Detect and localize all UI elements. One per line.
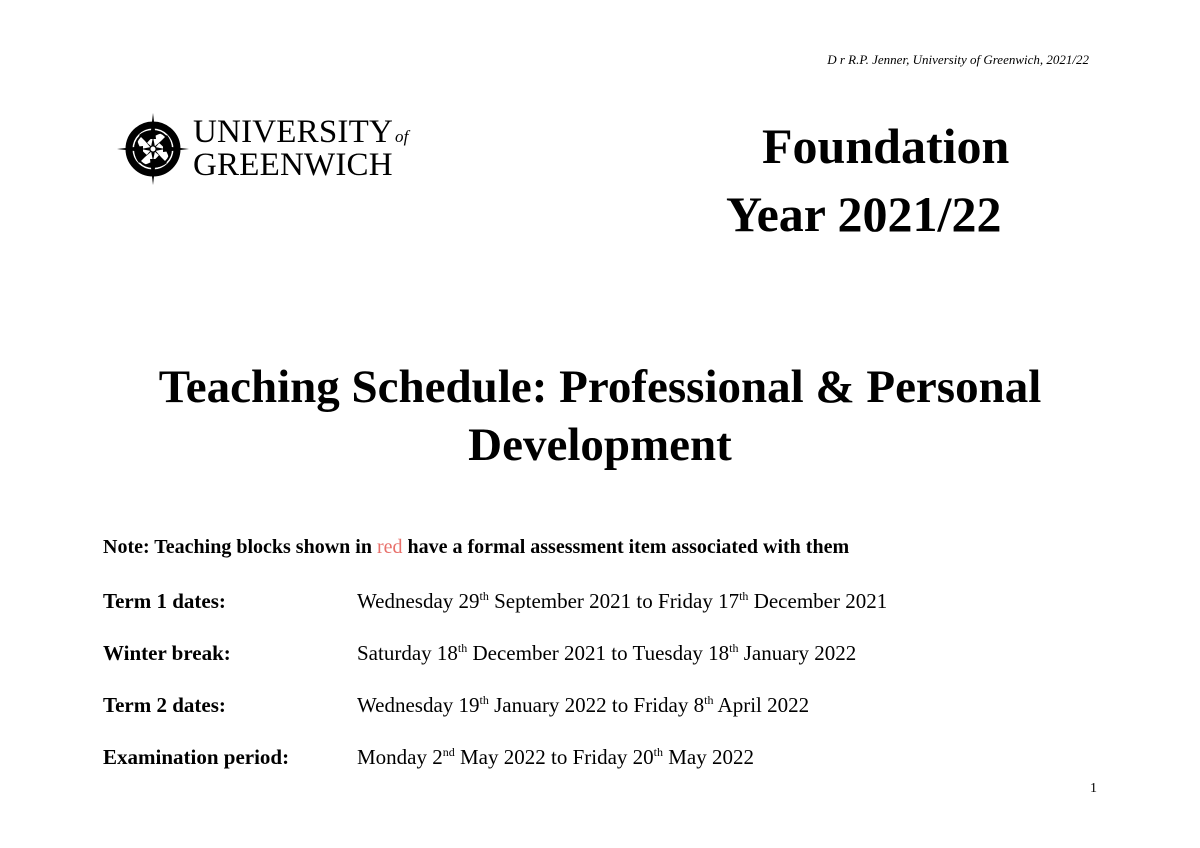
date-label: Examination period: xyxy=(103,745,290,769)
date-text: May 2022 to Friday 20 xyxy=(454,745,654,769)
date-text: April 2022 xyxy=(713,693,810,717)
note-red-word: red xyxy=(376,536,403,558)
date-text: Saturday 18 xyxy=(357,641,458,665)
date-text: Wednesday 29 xyxy=(357,589,480,613)
date-ordinal: th xyxy=(479,693,489,707)
date-text: Wednesday 19 xyxy=(357,693,480,717)
note-text-before: Note: Teaching blocks shown in xyxy=(103,536,377,558)
date-text: December 2021 to Tuesday 18 xyxy=(467,641,730,665)
logo-university-text: UNIVERSITY xyxy=(193,114,393,150)
heading-line2: Development xyxy=(468,419,732,471)
date-text: May 2022 xyxy=(663,745,754,769)
logo-of-text: of xyxy=(394,127,409,146)
date-label: Term 1 dates: xyxy=(103,589,226,613)
date-ordinal: th xyxy=(653,745,663,759)
date-ordinal: th xyxy=(457,641,468,655)
date-value xyxy=(357,641,856,666)
title-line1: Foundation xyxy=(762,118,1010,174)
examination-period-row xyxy=(103,745,754,770)
assessment-note xyxy=(103,536,849,559)
term-1-dates-row xyxy=(103,589,887,614)
date-ordinal: th xyxy=(479,589,489,603)
header-credit: D r R.P. Jenner, University of Greenwich, 2021/22 xyxy=(827,52,1089,67)
date-text: January 2022 to Friday 8 xyxy=(488,693,705,717)
logo-greenwich-text: GREENWICH xyxy=(193,147,393,183)
date-value xyxy=(357,693,809,718)
note-text-after: have a formal assessment item associated with them xyxy=(402,536,850,558)
winter-break-row xyxy=(103,641,856,666)
date-label: Term 2 dates: xyxy=(103,693,226,717)
date-text: September 2021 to Friday 17 xyxy=(488,589,740,613)
date-text: January 2022 xyxy=(738,641,857,665)
document-title xyxy=(720,112,1060,248)
date-text: December 2021 xyxy=(748,589,888,613)
logo-wordmark xyxy=(193,116,409,182)
date-text: Monday 2 xyxy=(357,745,443,769)
date-label: Winter break: xyxy=(103,641,231,665)
heading-line1: Teaching Schedule: Professional & Personal xyxy=(158,361,1042,413)
date-ordinal: th xyxy=(739,589,749,603)
page-number: 1 xyxy=(1090,781,1097,796)
date-value xyxy=(357,589,887,614)
main-heading xyxy=(0,358,1200,474)
logo-wordmark-line1 xyxy=(193,116,409,149)
university-logo xyxy=(117,112,409,186)
title-line2: Year 2021/22 xyxy=(726,186,1002,242)
date-ordinal: nd xyxy=(442,745,455,759)
compass-rose-icon xyxy=(117,112,189,186)
date-ordinal: th xyxy=(704,693,714,707)
date-value xyxy=(357,745,754,770)
date-ordinal: th xyxy=(729,641,739,655)
term-2-dates-row xyxy=(103,693,809,718)
